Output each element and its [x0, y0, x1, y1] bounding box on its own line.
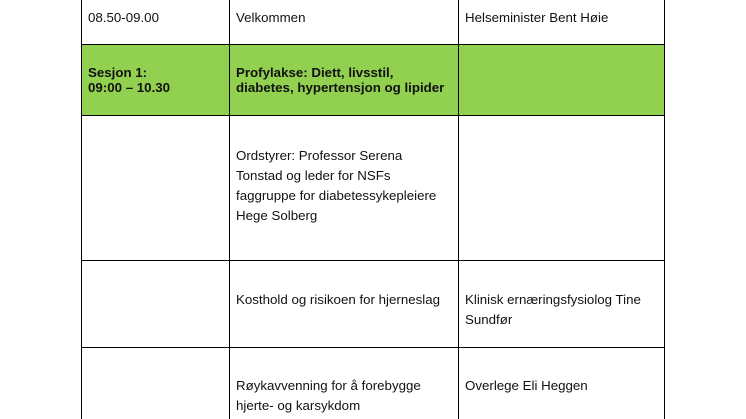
time-text: 08.50-09.00: [88, 10, 159, 25]
topic-text: Velkommen: [236, 10, 306, 25]
speaker-text: Klinisk ernæringsfysiolog Tine Sundfør: [465, 292, 641, 327]
session-speaker-text: [465, 45, 658, 65]
speaker-cell: [459, 348, 665, 419]
speaker-cell: [459, 261, 665, 348]
session-speaker-cell: [459, 45, 665, 116]
topic-cell: [230, 116, 459, 261]
session-label: [88, 45, 223, 95]
session-header-row: [82, 45, 665, 116]
time-text: [88, 116, 223, 146]
speaker-text: Overlege Eli Heggen: [465, 378, 588, 393]
table-row: [82, 348, 665, 419]
time-text: [88, 261, 223, 290]
topic-cell: [230, 348, 459, 419]
session-time: 09:00 – 10.30: [88, 80, 171, 95]
time-cell: [82, 261, 230, 348]
speaker-text: [465, 116, 658, 146]
time-text: [88, 348, 223, 376]
session-topic-text: Profylakse: Diett, livsstil, diabetes, hypertensjon og lipider: [236, 65, 445, 95]
table-row: [82, 261, 665, 348]
table-row: [82, 116, 665, 261]
topic-cell: [230, 261, 459, 348]
speaker-text: Helseminister Bent Høie: [465, 10, 609, 25]
speaker-cell: [459, 0, 665, 45]
topic-text: Kosthold og risikoen for hjerneslag: [236, 292, 441, 307]
time-cell: [82, 348, 230, 419]
program-table: [81, 0, 665, 419]
speaker-cell: [459, 116, 665, 261]
session-topic-cell: [230, 45, 459, 116]
topic-cell: [230, 0, 459, 45]
time-cell: [82, 0, 230, 45]
time-cell: [82, 116, 230, 261]
session-name: Sesjon 1:: [88, 65, 148, 80]
table-row: [82, 0, 665, 45]
topic-text: Røykavvenning for å forebygge hjerte- og karsykdom: [236, 378, 421, 413]
session-cell: [82, 45, 230, 116]
topic-text: Ordstyrer: Professor Serena Tonstad og leder for NSFs faggruppe for diabetessykepleiere Hege Solberg: [236, 148, 437, 223]
